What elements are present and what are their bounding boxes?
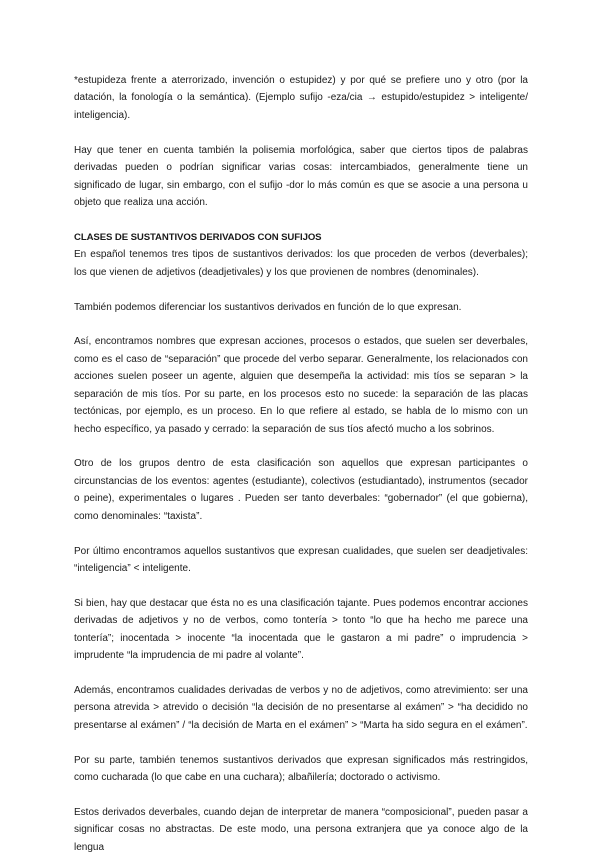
paragraph: Por su parte, también tenemos sustantivos derivados que expresan significados más restringidos, como cucharada (lo que cabe en una cuchara); albañilería; doctorado o activismo. — [74, 754, 528, 784]
paragraph: Estos derivados deverbales, cuando dejan de interpretar de manera “composicional”, pueden pasar a significar cosas no abstractas. De este modo, una persona extranjera que ya conoce algo de la lengua — [74, 807, 528, 853]
section-heading: CLASES DE SUSTANTIVOS DERIVADOS CON SUFIJOS — [74, 231, 322, 243]
paragraph: Así, encontramos nombres que expresan acciones, procesos o estados, que suelen ser deverbales, como es el caso de “separación” que procede del verbo separar. Generalmente, los relacionados con acciones suelen poseer un agente, alguien que desempeña la actividad: mis tíos se separan > la separación de mis tíos. Por su parte, en los procesos esto no sucede: la separación de las placas tectónicas, por ejemplo, es un proceso. En lo que refiere al estado, se habla de lo mismo con un hecho específico, ya pasado y cerrado: la separación de sus tíos afectó mucho a los sobrinos. — [74, 336, 528, 435]
paragraph: Si bien, hay que destacar que ésta no es una clasificación tajante. Pues podemos encontrar acciones derivadas de adjetivos y no de verbos, como tontería > tonto “lo que ha hecho me parece una tontería”; inocentada > inocente “la inocentada que le gastaron a mi padre” o imprudencia > imprudente “la imprudencia de mi padre al volante”. — [74, 597, 528, 662]
paragraph: Hay que tener en cuenta también la polisemia morfológica, saber que ciertos tipos de palabras derivadas pueden o podrían significar varias cosas: intercambiados, generalmente tiene un significado de lugar, sin embargo, con el sufijo -dor lo más común es que se asocie a una persona u objeto que realiza una acción. — [74, 144, 528, 208]
paragraph: Por último encontramos aquellos sustantivos que expresan cualidades, que suelen ser deadjetivales: “inteligencia” < inteligente. — [74, 545, 528, 574]
paragraph: También podemos diferenciar los sustantivos derivados en función de lo que expresan. — [74, 301, 462, 313]
paragraph: En español tenemos tres tipos de sustantivos derivados: los que proceden de verbos (deverbales); los que vienen de adjetivos (deadjetivales) y los que provienen de nombres (denominales). — [74, 249, 528, 278]
paragraph: Además, encontramos cualidades derivadas de verbos y no de adjetivos, como atrevimiento: ser una persona atrevida > atrevido o decisión “la decisión de no presentarse al exámen” > “ha decidido no presentarse al exámen” / “la decisión de Marta en el exámen” > “Marta ha sido segura en el exámen”. — [74, 684, 528, 731]
paragraph: *estupideza frente a aterrorizado, invención o estupidez) y por qué se prefiere uno y otro (por la datación, la fonología o la semántica). (Ejemplo sufijo -eza/cia → estupido/estupidez > inteligente/ inteligencia). — [74, 75, 528, 121]
document-body — [74, 72, 528, 856]
paragraph: Otro de los grupos dentro de esta clasificación son aquellos que expresan participantes o circunstancias de los eventos: agentes (estudiante), colectivos (estudiantado), instrumentos (secador o peine), experimentales o lugares . Pueden ser tanto deverbales: “gobernador” (el que gobierna), como denominales: “taxista”. — [74, 458, 528, 522]
